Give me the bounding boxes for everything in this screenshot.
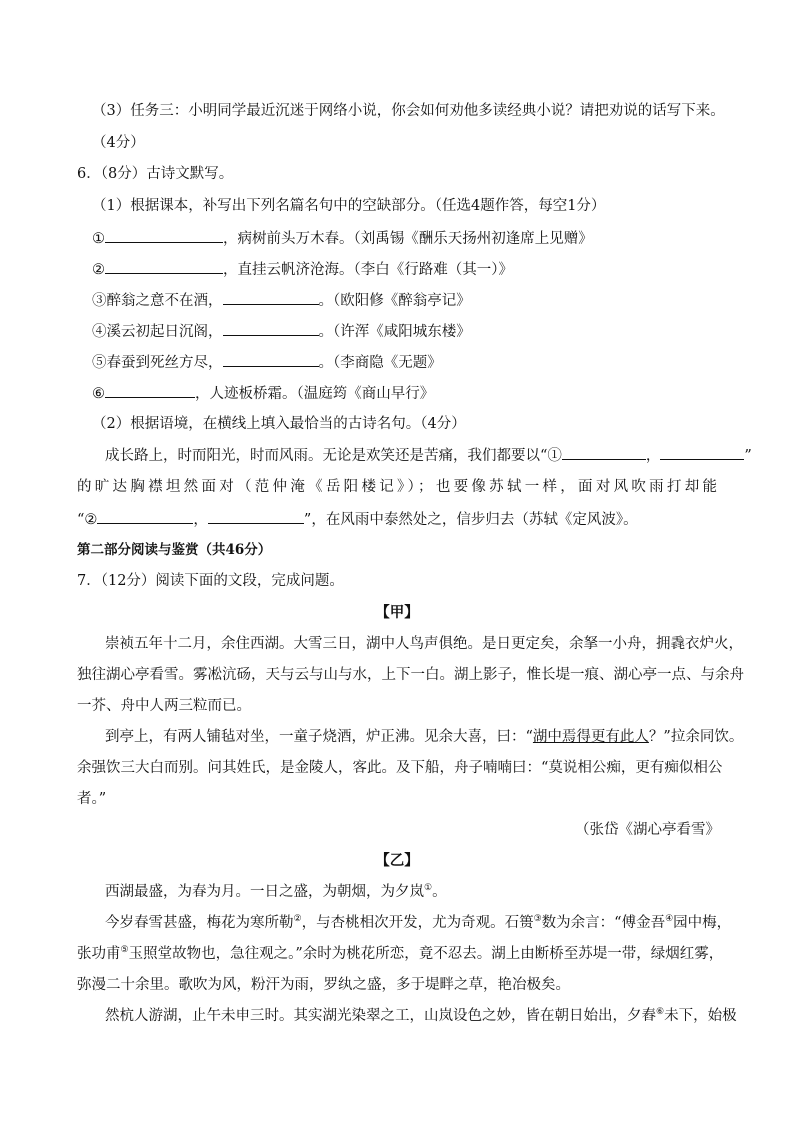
q6-item-2: [92, 259, 513, 280]
yi-text: 张功甫: [77, 946, 121, 962]
jia-p1-line1: 崇祯五年十二月，余住西湖。大雪三日，湖中人鸟声俱绝。是日更定矣，余拏一小舟，拥毳衣炉火，: [105, 636, 743, 652]
jia-p2-line3: 者。”: [77, 791, 107, 807]
q5-task3-score: （4分）: [92, 135, 145, 151]
q6-sub1: （1）根据课本，补写出下列名篇名句中的空缺部分。（任选4题作答，每空1分）: [92, 198, 606, 214]
footnote-marker: ④: [665, 914, 674, 925]
context-comma: ，: [193, 512, 208, 528]
jia-p2-line1: [105, 727, 743, 747]
footnote-marker: ⑤: [120, 945, 129, 956]
context-text: ”，在风雨中泰然处之，信步归去（苏轼《定风波》。: [303, 512, 638, 528]
fill-blank[interactable]: [562, 445, 646, 460]
q6-item-3: [92, 290, 471, 311]
yi-text: 未下，始极: [664, 1008, 737, 1024]
fill-blank[interactable]: [660, 445, 744, 460]
yi-text: 玉照堂故物也，急往观之。”余时为桃花所恋，竟不忍去。湖上由断桥至苏堤一带，绿烟红雾，: [128, 946, 724, 962]
yi-line4: 弥漫二十余里。歌吹为风，粉汗为雨，罗纨之盛，多于堤畔之草，艳冶极矣。: [77, 977, 570, 993]
context-text: “②: [77, 512, 98, 528]
footnote-marker: ②: [293, 914, 302, 925]
item-number: ③: [92, 293, 107, 309]
fill-blank[interactable]: [105, 228, 223, 243]
underlined-sentence: 湖中焉得更有此人: [532, 729, 649, 745]
item-pre: 春蚕到死丝方尽，: [106, 355, 223, 371]
footnote-marker: ①: [424, 883, 433, 894]
item-number: ⑥: [92, 386, 105, 402]
fill-blank[interactable]: [223, 321, 319, 336]
q6-item-5: [92, 352, 442, 373]
q6-item-6: [92, 383, 434, 404]
yi-text: 今岁春雪甚盛，梅花为寒所勒: [105, 915, 294, 931]
item-number: ②: [92, 262, 105, 278]
jia-text: 到亭上，有两人铺毡对坐，一童子烧酒，炉正沸。见余大喜，曰：“: [105, 729, 533, 745]
fill-blank[interactable]: [208, 509, 304, 524]
fill-blank[interactable]: [223, 290, 319, 305]
q6-context-line3: [77, 509, 638, 530]
q6-sub2: （2）根据语境，在横线上填入最恰当的古诗名句。（4分）: [92, 416, 466, 432]
passage-jia-title: 【甲】: [375, 604, 419, 621]
item-number: ④: [92, 324, 107, 340]
jia-p2-line2: 余强饮三大白而别。问其姓氏，是金陵人，客此。及下船，舟子喃喃曰：“莫说相公痴，更有痴似相公: [77, 760, 723, 776]
q6-context-line1: [105, 445, 752, 466]
fill-blank[interactable]: [105, 383, 195, 398]
passage-yi-title: 【乙】: [375, 852, 419, 869]
item-text: 。（许浑《咸阳城东楼》: [318, 324, 471, 340]
fill-blank[interactable]: [223, 352, 319, 367]
context-quote: ”: [744, 448, 752, 464]
yi-text: 园中梅，: [673, 915, 732, 931]
yi-text: 西湖最盛，为春为月。一日之盛，为朝烟，为夕岚: [105, 884, 424, 900]
item-text: 。（李商隐《无题》: [318, 355, 442, 371]
fill-blank[interactable]: [97, 509, 193, 524]
q6-item-1: [92, 228, 593, 249]
jia-text: ？”拉余同饮。: [648, 729, 744, 745]
yi-text: 数为余言：“傅金吾: [541, 915, 666, 931]
yi-line1: [105, 882, 447, 902]
context-comma: ，: [645, 448, 661, 464]
context-text: 成长路上，时而阳光，时而风雨。无论是欢笑还是苦痛，我们都要以“①: [105, 448, 562, 464]
q7-heading: 7．（12分）阅读下面的文段，完成问题。: [77, 573, 344, 589]
q6-context-line2: 的旷达胸襟坦然面对（范仲淹《岳阳楼记》）；也要像苏轼一样，面对风吹雨打却能: [77, 479, 717, 495]
yi-line5: [105, 1006, 737, 1026]
q6-heading: 6．（8分）古诗文默写。: [77, 166, 234, 182]
item-text: ，直挂云帆济沧海。（李白《行路难（其一）》: [223, 262, 513, 278]
fill-blank[interactable]: [105, 259, 223, 274]
item-text: ，病树前头万木春。（刘禹锡《酬乐天扬州初逢席上见赠》: [223, 231, 593, 247]
q5-task3-line1: （3）任务三：小明同学最近沉迷于网络小说，你会如何劝他多读经典小说？请把劝说的话写下来。: [92, 103, 725, 119]
footnote-marker: ⑥: [656, 1007, 665, 1018]
part2-heading: 第二部分阅读与鉴赏（共46分）: [77, 542, 272, 558]
q6-item-4: [92, 321, 471, 342]
yi-text: 然杭人游湖，止午未申三时。其实湖光染翠之工，山岚设色之妙，皆在朝日始出，夕舂: [105, 1008, 656, 1024]
yi-line2: [105, 913, 731, 933]
item-number: ⑤: [92, 355, 107, 371]
item-pre: 醉翁之意不在酒，: [106, 293, 223, 309]
jia-p1-line2: 独往湖心亭看雪。雾凇沆砀，天与云与山与水，上下一白。湖上影子，惟长堤一痕、湖心亭一点、与余舟: [77, 667, 744, 683]
jia-p1-line3: 一芥、舟中人两三粒而已。: [77, 698, 251, 714]
item-number: ①: [92, 231, 105, 247]
item-pre: 溪云初起日沉阁，: [106, 324, 223, 340]
yi-text: 。: [432, 884, 447, 900]
yi-text: ，与杏桃相次开发，尤为奇观。石篑: [301, 915, 534, 931]
item-text: ，人迹板桥霜。（温庭筠《商山早行》: [195, 386, 435, 402]
footnote-marker: ③: [533, 914, 542, 925]
item-text: 。（欧阳修《醉翁亭记》: [318, 293, 471, 309]
jia-source: （张岱《湖心亭看雪》: [575, 822, 720, 838]
yi-line3: [77, 944, 723, 964]
